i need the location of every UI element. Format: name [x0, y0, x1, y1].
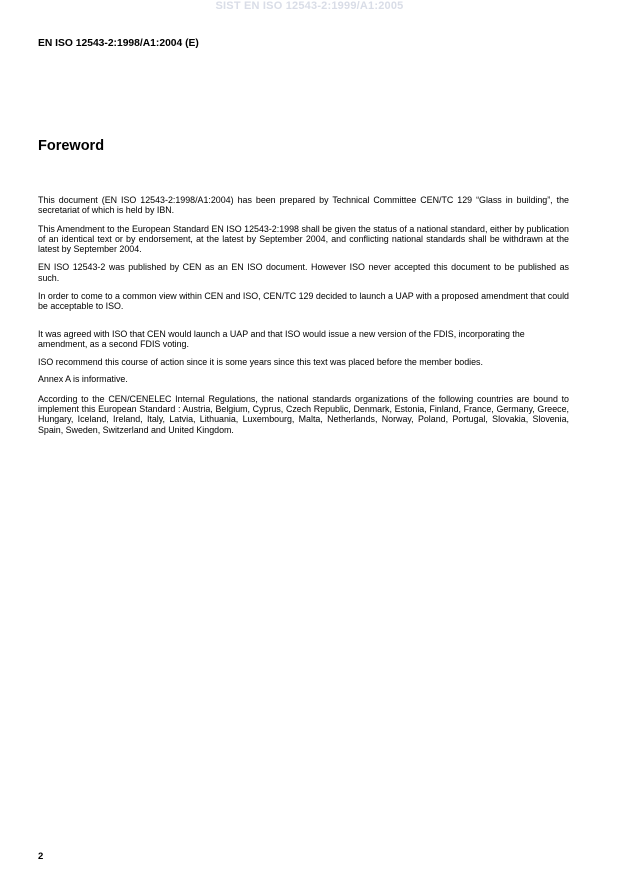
paragraph-agreement: It was agreed with ISO that CEN would launch a UAP and that ISO would issue a new version of the FDIS, incorporating the amendment, as a second FDIS voting.	[38, 328, 525, 349]
watermark-text: SIST EN ISO 12543-2:1999/A1:2005	[215, 0, 404, 12]
foreword-body	[38, 195, 569, 435]
document-id: EN ISO 12543-2:1998/A1:2004 (E)	[38, 38, 199, 49]
paragraph-prepared-by: This document (EN ISO 12543-2:1998/A1:2004) has been prepared by Technical Committee CEN/TC 129 “Glass in building”, the secretariat of which is held by IBN.	[38, 195, 569, 216]
page-number: 2	[38, 851, 44, 862]
paragraph-publication: EN ISO 12543-2 was published by CEN as an EN ISO document. However ISO never accepted this document to be published as such.	[38, 262, 569, 283]
paragraph-status: This Amendment to the European Standard EN ISO 12543-2:1998 shall be given the status of a national standard, either by publication of an identical text or by endorsement, at the latest by September 2004, and conflicting national standards shall be withdrawn at the latest by September 2004.	[38, 223, 569, 255]
paragraph-countries: According to the CEN/CENELEC Internal Regulations, the national standards organizations of the following countries are bound to implement this European Standard : Austria, Belgium, Cyprus, Czech Republic, Denmark, Estonia, Finland, France, Germany, Greece, Hungary, Iceland, Ireland, Italy, Latvia, Lithuania, Luxembourg, Malta, Netherlands, Norway, Poland, Portugal, Slovakia, Slovenia, Spain, Sweden, Switzerland and United Kingdom.	[38, 393, 569, 435]
page-title: Foreword	[38, 138, 105, 154]
paragraph-recommendation: ISO recommend this course of action since it is some years since this text was placed before the member bodies.	[38, 357, 483, 368]
paragraph-common-view: In order to come to a common view within CEN and ISO, CEN/TC 129 decided to launch a UAP with a proposed amendment that could be acceptable to ISO.	[38, 291, 569, 312]
paragraph-annex: Annex A is informative.	[38, 373, 128, 384]
